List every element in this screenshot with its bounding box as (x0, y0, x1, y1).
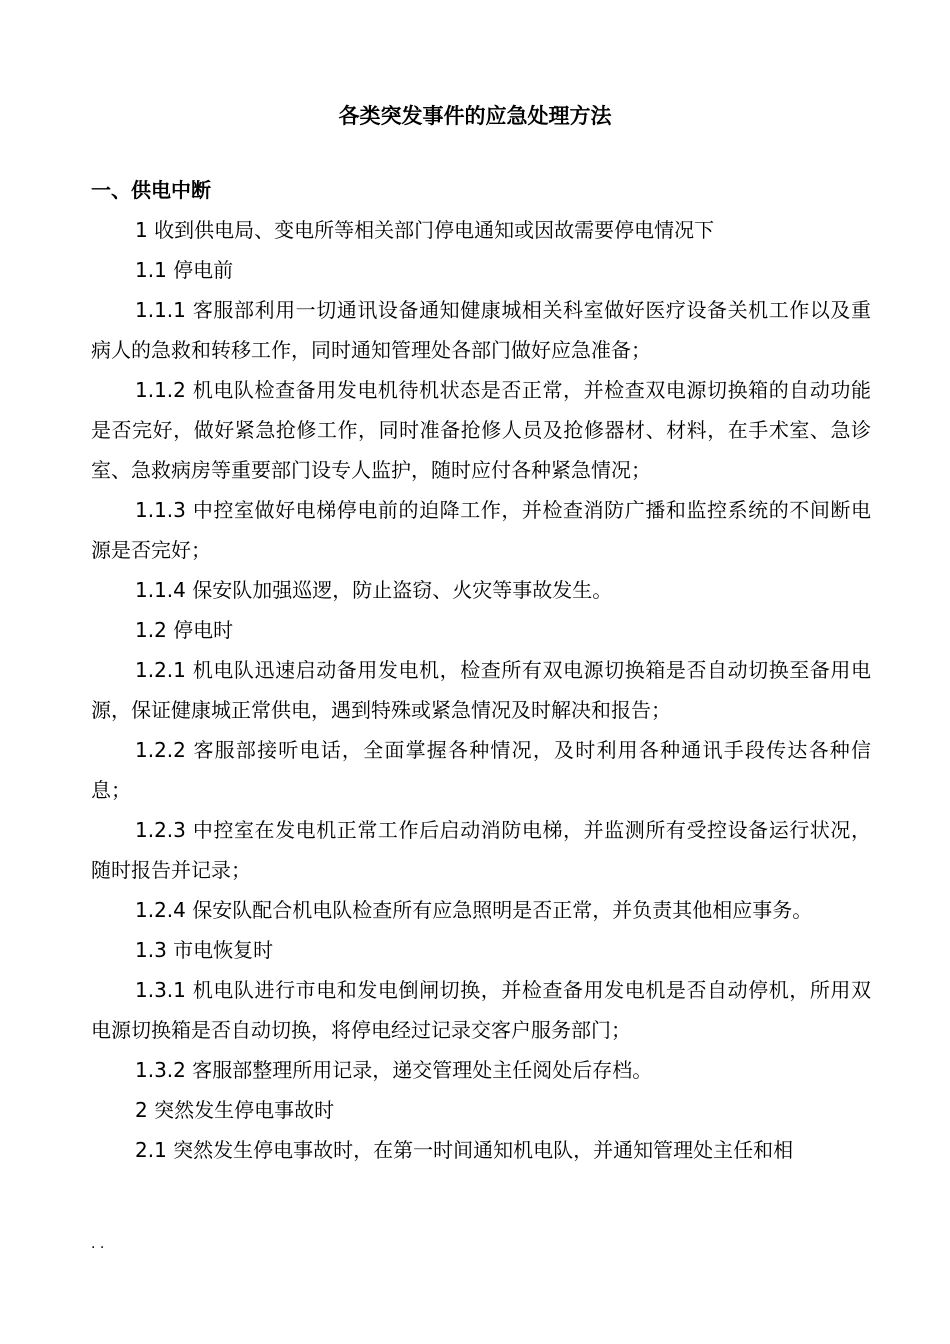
paragraph: 1.2 停电时 (135, 618, 234, 642)
document-body (91, 210, 871, 1170)
paragraph: 1.2.4 保安队配合机电队检查所有应急照明是否正常，并负责其他相应事务。 (135, 898, 813, 922)
paragraph: 1.3.2 客服部整理所用记录，递交管理处主任阅处后存档。 (135, 1058, 653, 1082)
paragraph: 1.1.4 保安队加强巡逻，防止盗窃、火灾等事故发生。 (135, 578, 613, 602)
paragraph: 1.2.3 中控室在发电机正常工作后启动消防电梯，并监测所有受控设备运行状况，随时报告并记录； (91, 818, 871, 882)
paragraph: 1.2.2 客服部接听电话，全面掌握各种情况，及时利用各种通讯手段传达各种信息； (91, 738, 871, 802)
paragraph: 1 收到供电局、变电所等相关部门停电通知或因故需要停电情况下 (135, 218, 715, 242)
paragraph: 2 突然发生停电事故时 (135, 1098, 335, 1122)
paragraph: 1.3.1 机电队进行市电和发电倒闸切换，并检查备用发电机是否自动停机，所用双电源切换箱是否自动切换，将停电经过记录交客户服务部门； (91, 978, 871, 1042)
paragraph: 1.1.1 客服部利用一切通讯设备通知健康城相关科室做好医疗设备关机工作以及重病人的急救和转移工作，同时通知管理处各部门做好应急准备； (91, 298, 871, 362)
paragraph: 1.3 市电恢复时 (135, 938, 274, 962)
paragraph: 2.1 突然发生停电事故时，在第一时间通知机电队，并通知管理处主任和相 (135, 1138, 794, 1162)
paragraph: 1.2.1 机电队迅速启动备用发电机，检查所有双电源切换箱是否自动切换至备用电源，保证健康城正常供电，遇到特殊或紧急情况及时解决和报告； (91, 658, 871, 722)
section-heading-power-outage: 一、供电中断 (91, 178, 211, 202)
paragraph: 1.1.3 中控室做好电梯停电前的迫降工作，并检查消防广播和监控系统的不间断电源是否完好； (91, 498, 871, 562)
footer-mark: . . (91, 1236, 105, 1252)
document-title: 各类突发事件的应急处理方法 (338, 104, 612, 128)
paragraph: 1.1 停电前 (135, 258, 234, 282)
paragraph: 1.1.2 机电队检查备用发电机待机状态是否正常，并检查双电源切换箱的自动功能是否完好，做好紧急抢修工作，同时准备抢修人员及抢修器材、材料，在手术室、急诊室、急救病房等重要部门设专人监护，随时应付各种紧急情况； (91, 378, 871, 482)
